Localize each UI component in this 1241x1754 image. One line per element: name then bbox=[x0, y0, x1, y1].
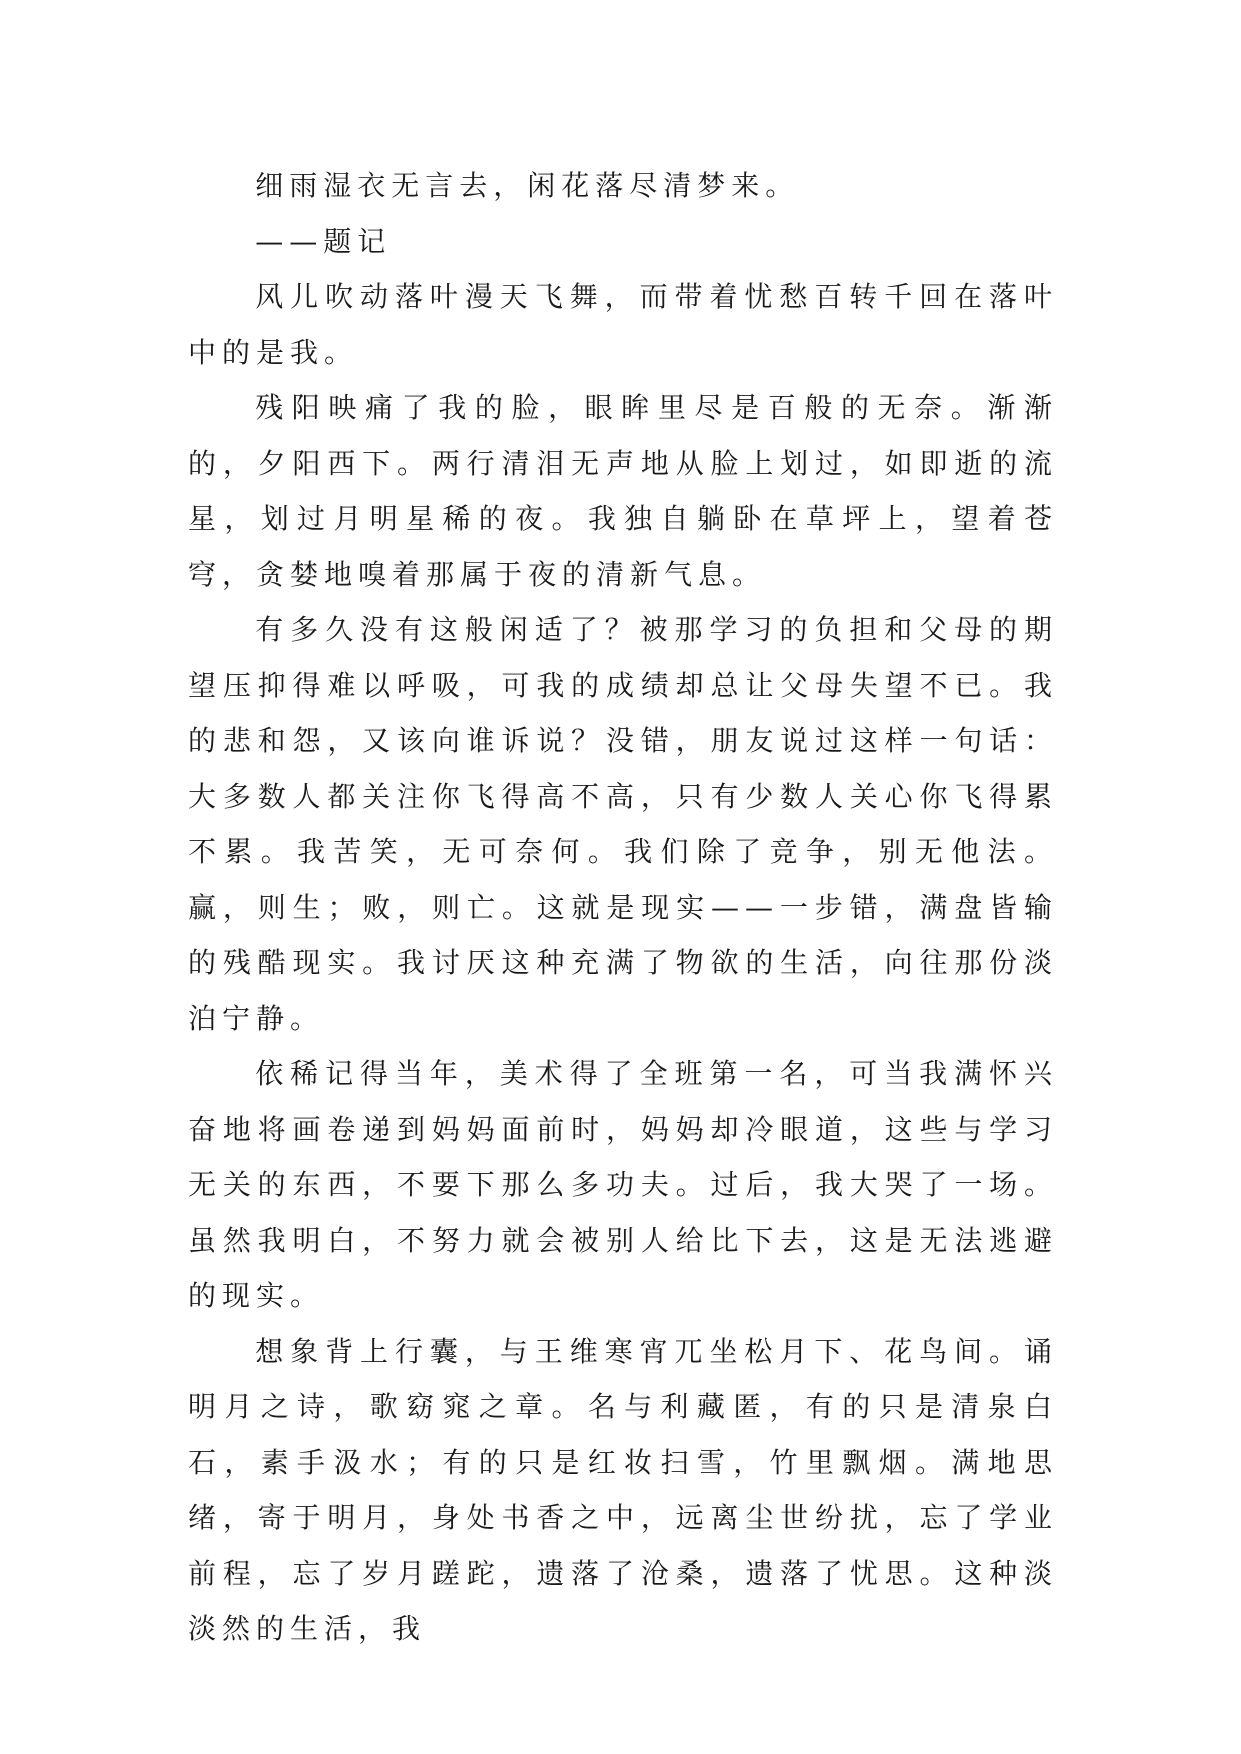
paragraph: 风儿吹动落叶漫天飞舞，而带着忧愁百转千回在落叶中的是我。 bbox=[188, 280, 1058, 369]
paragraph: 有多久没有这般闲适了？被那学习的负担和父母的期望压抑得难以呼吸，可我的成绩却总让父母失望不已。我的悲和怨，又该向谁诉说？没错，朋友说过这样一句话：大多数人都关注你飞得高不高，只有少数人关心你飞得累不累。我苦笑，无可奈何。我们除了竞争，别无他法。赢，则生；败，则亡。这就是现实——一步错，满盘皆输的残酷现实。我讨厌这种充满了物欲的生活，向往那份淡泊宁静。 bbox=[188, 613, 1058, 1035]
paragraph: 残阳映痛了我的脸，眼眸里尽是百般的无奈。渐渐的，夕阳西下。两行清泪无声地从脸上划过，如即逝的流星，划过月明星稀的夜。我独自躺卧在草坪上，望着苍穹，贪婪地嗅着那属于夜的清新气息。 bbox=[188, 391, 1058, 591]
essay-body bbox=[188, 158, 1058, 1657]
epigraph-attribution: ——题记 bbox=[255, 224, 392, 258]
paragraph: 依稀记得当年，美术得了全班第一名，可当我满怀兴奋地将画卷递到妈妈面前时，妈妈却冷眼道，这些与学习无关的东西，不要下那么多功夫。过后，我大哭了一场。虽然我明白，不努力就会被别人给比下去，这是无法逃避的现实。 bbox=[188, 1057, 1058, 1312]
paragraph: 想象背上行囊，与王维寒宵兀坐松月下、花鸟间。诵明月之诗，歌窈窕之章。名与利藏匿，有的只是清泉白石，素手汲水；有的只是红妆扫雪，竹里飘烟。满地思绪，寄于明月，身处书香之中，远离尘世纷扰，忘了学业前程，忘了岁月蹉跎，遗落了沧桑，遗落了忧思。这种淡淡然的生活，我 bbox=[188, 1334, 1058, 1645]
epigraph-line: 细雨湿衣无言去，闲花落尽清梦来。 bbox=[255, 169, 800, 202]
